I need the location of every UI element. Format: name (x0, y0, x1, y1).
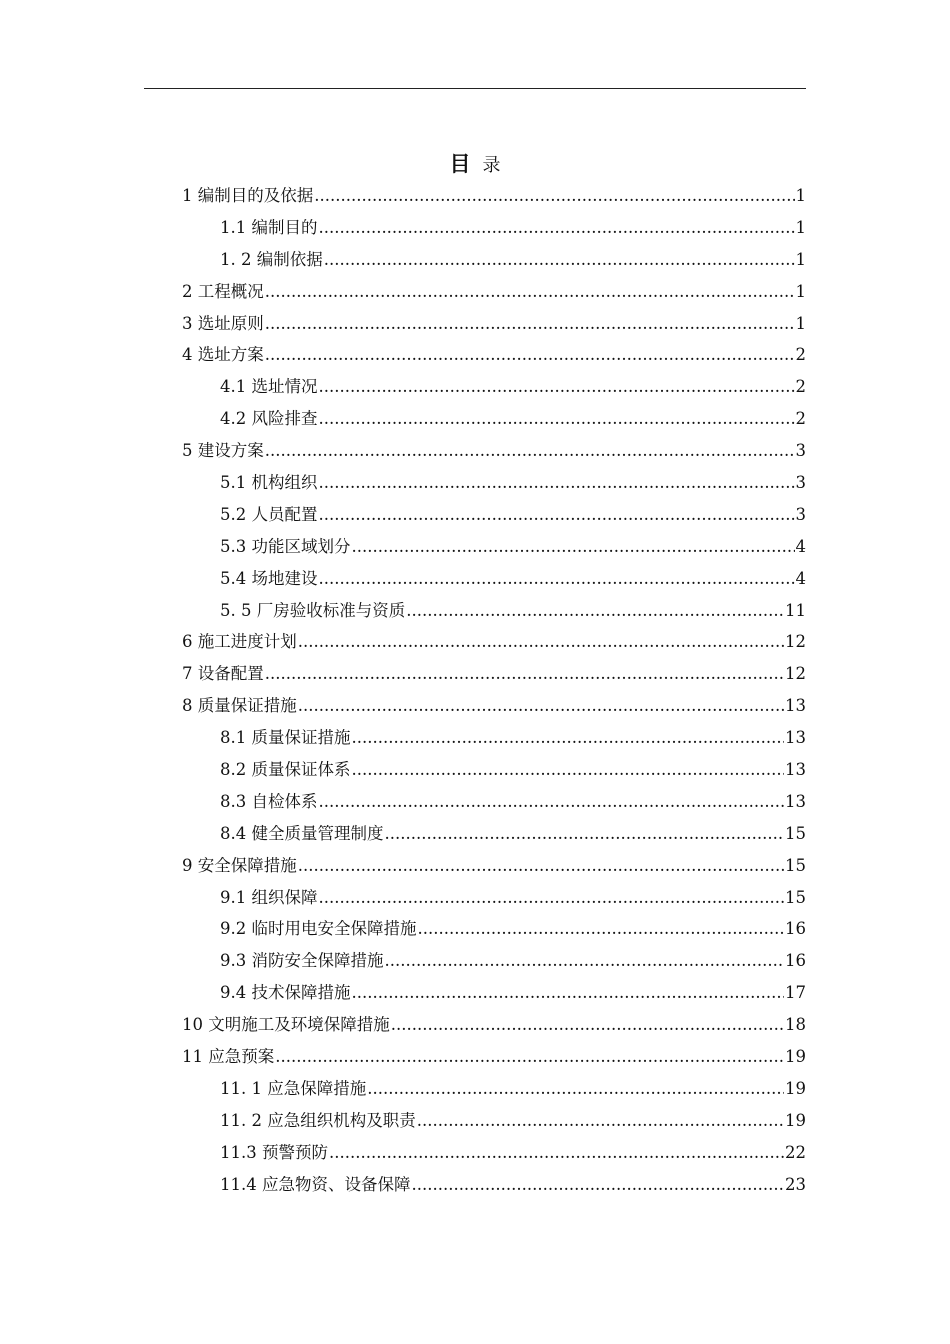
toc-dot-leader (411, 1169, 784, 1201)
toc-entry-page: 12 (785, 664, 806, 684)
toc-entry-page: 16 (785, 951, 806, 971)
toc-dot-leader (319, 467, 795, 499)
toc-entry-page: 13 (785, 696, 806, 716)
toc-dot-leader (265, 276, 795, 308)
toc-dot-leader (406, 595, 784, 627)
toc-entry[interactable] (182, 913, 806, 945)
toc-dot-leader (352, 977, 785, 1009)
toc-entry[interactable] (182, 786, 806, 818)
toc-entry-page: 4 (795, 536, 806, 556)
toc-entry-label: 9.4 技术保障措施 (220, 983, 351, 1003)
header-rule (144, 88, 806, 89)
toc-dot-leader (314, 180, 794, 212)
toc-entry-page: 19 (785, 1110, 806, 1130)
toc-dot-leader (319, 563, 795, 595)
toc-entry[interactable] (182, 308, 806, 340)
toc-entry-page: 15 (785, 855, 806, 875)
toc-entry[interactable] (182, 1169, 806, 1201)
toc-entry[interactable] (182, 1073, 806, 1105)
toc-entry-page: 2 (795, 409, 806, 429)
toc-entry-label: 1. 2 编制依据 (220, 249, 323, 269)
toc-entry-page: 19 (785, 1078, 806, 1098)
toc-entry-label: 8.2 质量保证体系 (220, 760, 351, 780)
toc-entry-label: 5.3 功能区域划分 (220, 536, 351, 556)
toc-dot-leader (418, 913, 785, 945)
toc-entry-label: 9.1 组织保障 (220, 887, 318, 907)
toc-dot-leader (265, 435, 795, 467)
toc-entry-page: 3 (795, 504, 806, 524)
toc-entry-page: 2 (795, 377, 806, 397)
toc-entry[interactable] (182, 339, 806, 371)
toc-dot-leader (385, 818, 785, 850)
toc-dot-leader (319, 786, 785, 818)
toc-entry-label: 8.4 健全质量管理制度 (220, 823, 384, 843)
toc-dot-leader (319, 212, 795, 244)
toc-dot-leader (352, 722, 785, 754)
toc-dot-leader (324, 244, 795, 276)
toc-entry[interactable] (182, 1105, 806, 1137)
toc-entry-page: 1 (795, 313, 806, 333)
toc-entry-label: 5.2 人员配置 (220, 504, 318, 524)
toc-entry[interactable] (182, 658, 806, 690)
toc-entry-label: 11. 1 应急保障措施 (220, 1078, 367, 1098)
toc-dot-leader (367, 1073, 784, 1105)
toc-entry-page: 15 (785, 823, 806, 843)
toc-entry[interactable] (182, 371, 806, 403)
toc-entry-label: 11.3 预警预防 (220, 1142, 328, 1162)
toc-entry-page: 3 (795, 473, 806, 493)
toc-entry-label: 3 选址原则 (182, 313, 264, 333)
toc-entry[interactable] (182, 818, 806, 850)
toc-entry-page: 18 (785, 1015, 806, 1035)
toc-entry[interactable] (182, 212, 806, 244)
toc-entry-label: 8.1 质量保证措施 (220, 728, 351, 748)
toc-dot-leader (352, 531, 795, 563)
toc-entry[interactable] (182, 276, 806, 308)
toc-entry-label: 4 选址方案 (182, 345, 264, 365)
toc-entry[interactable] (182, 467, 806, 499)
toc-dot-leader (275, 1041, 784, 1073)
toc-dot-leader (298, 690, 784, 722)
toc-entry[interactable] (182, 1009, 806, 1041)
toc-entry[interactable] (182, 882, 806, 914)
toc-entry-label: 11.4 应急物资、设备保障 (220, 1174, 411, 1194)
toc-entry-label: 5.1 机构组织 (220, 473, 318, 493)
toc-entry-label: 10 文明施工及环境保障措施 (182, 1015, 390, 1035)
toc-entry[interactable] (182, 850, 806, 882)
toc-entry-label: 4.2 风险排查 (220, 409, 318, 429)
toc-entry-label: 5 建设方案 (182, 441, 264, 461)
toc-entry-label: 1 编制目的及依据 (182, 186, 314, 205)
toc-dot-leader (319, 403, 795, 435)
toc-entry-label: 8.3 自检体系 (220, 791, 318, 811)
toc-entry-page: 13 (785, 791, 806, 811)
toc-entry-page: 13 (785, 760, 806, 780)
toc-entry[interactable] (182, 435, 806, 467)
toc-entry[interactable] (182, 563, 806, 595)
toc-entry-page: 1 (795, 249, 806, 269)
toc-entry-page: 1 (795, 281, 806, 301)
toc-entry[interactable] (182, 403, 806, 435)
toc-dot-leader (385, 945, 785, 977)
toc-dot-leader (319, 882, 785, 914)
toc-dot-leader (352, 754, 785, 786)
toc-entry-page: 19 (785, 1047, 806, 1067)
toc-dot-leader (319, 371, 795, 403)
toc-entry-page: 15 (785, 887, 806, 907)
toc-entry-page: 11 (785, 600, 806, 620)
toc-dot-leader (417, 1105, 784, 1137)
toc-entry-label: 2 工程概况 (182, 281, 264, 301)
toc-entry-page: 13 (785, 728, 806, 748)
toc-entry-label: 5.4 场地建设 (220, 568, 318, 588)
toc-entry[interactable] (182, 977, 806, 1009)
toc-entry-label: 9.3 消防安全保障措施 (220, 951, 384, 971)
toc-entry-label: 9.2 临时用电安全保障措施 (220, 919, 417, 939)
toc-dot-leader (319, 499, 795, 531)
toc-entry-label: 8 质量保证措施 (182, 696, 297, 716)
toc-entry-page: 2 (795, 345, 806, 365)
toc-dot-leader (265, 339, 795, 371)
toc-entry-page: 1 (795, 186, 806, 205)
toc-entry-label: 11 应急预案 (182, 1047, 275, 1067)
toc-entry[interactable] (182, 1137, 806, 1169)
toc-entry[interactable] (182, 626, 806, 658)
toc-dot-leader (265, 308, 795, 340)
toc-entry-label: 6 施工进度计划 (182, 632, 297, 652)
toc-entry[interactable] (182, 244, 806, 276)
toc-entry-label: 11. 2 应急组织机构及职责 (220, 1110, 416, 1130)
toc-entry-page: 3 (795, 441, 806, 461)
toc-entry-label: 9 安全保障措施 (182, 855, 297, 875)
table-of-contents (182, 180, 806, 1201)
toc-entry-page: 23 (785, 1174, 806, 1194)
toc-entry-page: 22 (785, 1142, 806, 1162)
toc-entry-label: 7 设备配置 (182, 664, 264, 684)
toc-dot-leader (329, 1137, 784, 1169)
toc-title (0, 148, 950, 178)
toc-entry[interactable] (182, 180, 806, 212)
toc-entry[interactable] (182, 722, 806, 754)
toc-dot-leader (265, 658, 784, 690)
toc-dot-leader (391, 1009, 784, 1041)
toc-title-second: 录 (482, 155, 501, 176)
toc-entry-page: 12 (785, 632, 806, 652)
toc-entry-page: 4 (795, 568, 806, 588)
toc-entry-label: 4.1 选址情况 (220, 377, 318, 397)
toc-entry[interactable] (182, 945, 806, 977)
toc-entry[interactable] (182, 595, 806, 627)
toc-title-main: 目 (449, 152, 471, 176)
toc-entry-page: 17 (785, 983, 806, 1003)
toc-entry-label: 1.1 编制目的 (220, 217, 318, 237)
toc-entry[interactable] (182, 754, 806, 786)
toc-entry-page: 16 (785, 919, 806, 939)
toc-entry[interactable] (182, 531, 806, 563)
toc-entry[interactable] (182, 499, 806, 531)
toc-entry-label: 5. 5 厂房验收标准与资质 (220, 600, 406, 620)
toc-entry[interactable] (182, 690, 806, 722)
toc-dot-leader (298, 850, 784, 882)
toc-entry-page: 1 (795, 217, 806, 237)
toc-entry[interactable] (182, 1041, 806, 1073)
toc-dot-leader (298, 626, 784, 658)
